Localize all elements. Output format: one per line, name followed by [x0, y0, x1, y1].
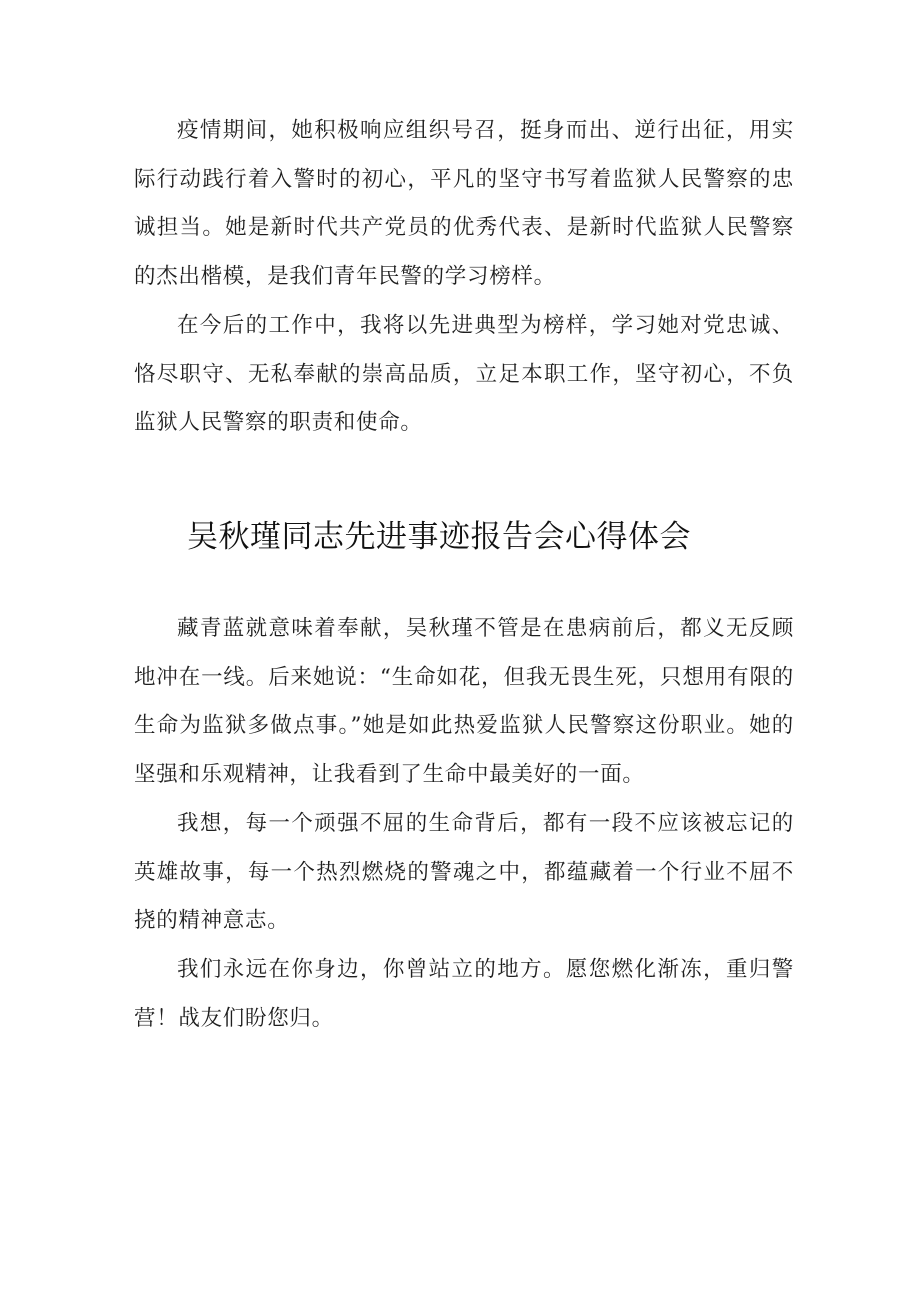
body-paragraph-2: 在今后的工作中，我将以先进典型为榜样，学习她对党忠诚、恪尽职守、无私奉献的崇高品质，立足本职工作，坚守初心，不负监狱人民警察的职责和使命。	[134, 313, 794, 435]
section-heading: 吴秋瑾同志先进事迹报告会心得体会	[187, 519, 691, 555]
body-paragraph-1: 疫情期间，她积极响应组织号召，挺身而出、逆行出征，用实际行动践行着入警时的初心，平凡的坚守书写着监狱人民警察的忠诚担当。她是新时代共产党员的优秀代表、是新时代监狱人民警察的杰出楷模，是我们青年民警的学习榜样。	[134, 118, 794, 289]
body-paragraph-5: 我们永远在你身边，你曾站立的地方。愿您燃化渐冻，重归警营！战友们盼您归。	[134, 957, 794, 1031]
body-paragraph-3: 藏青蓝就意味着奉献，吴秋瑾不管是在患病前后，都义无反顾地冲在一线。后来她说：“生命如花，但我无畏生死，只想用有限的生命为监狱多做点事。”她是如此热爱监狱人民警察这份职业。她的坚强和乐观精神，让我看到了生命中最美好的一面。	[134, 616, 794, 787]
body-paragraph-4: 我想，每一个顽强不屈的生命背后，都有一段不应该被忘记的英雄故事，每一个热烈燃烧的警魂之中，都蕴藏着一个行业不屈不挠的精神意志。	[134, 811, 794, 933]
